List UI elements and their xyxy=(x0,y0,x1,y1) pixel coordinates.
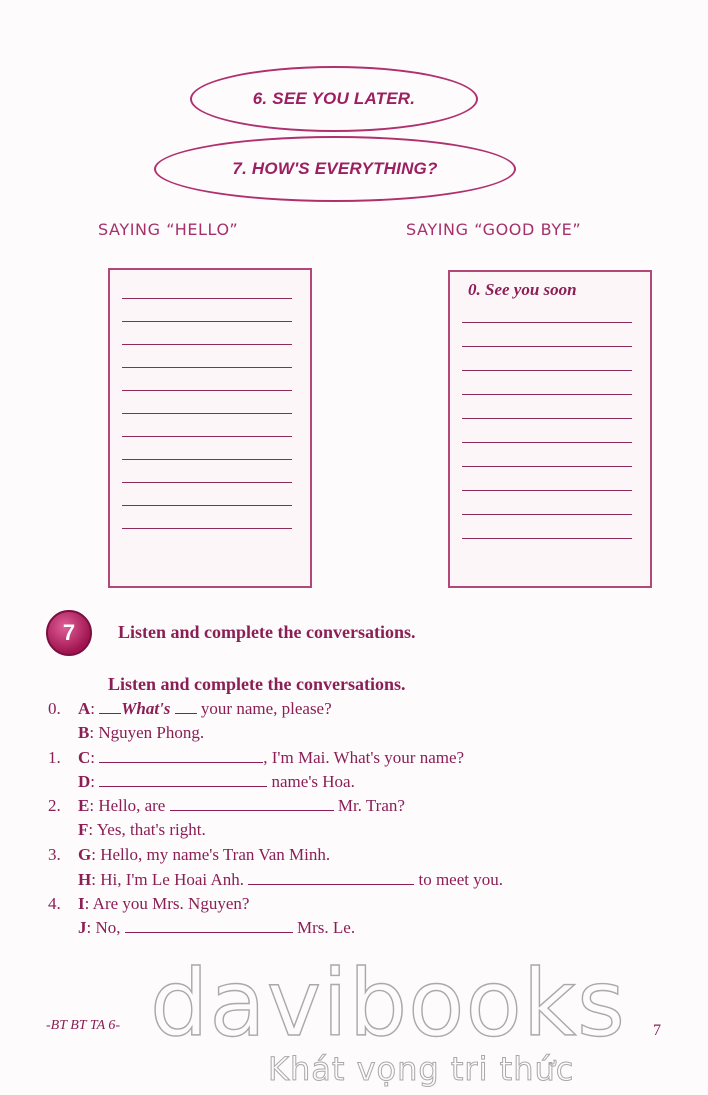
separator: : Hi, I'm Le Hoai Anh. xyxy=(91,870,249,889)
answer-line xyxy=(462,538,632,539)
answer-line xyxy=(122,459,292,460)
answer-blank[interactable] xyxy=(99,748,263,763)
answer-line xyxy=(462,346,632,347)
answer-line xyxy=(462,370,632,371)
answer-line xyxy=(122,298,292,299)
row-line xyxy=(78,772,355,792)
oval-see-you-later xyxy=(190,66,478,132)
separator: : xyxy=(91,845,101,864)
answer-line xyxy=(462,322,632,323)
conversation-row-0a xyxy=(0,699,708,723)
answer-line xyxy=(462,514,632,515)
speaker-label: H xyxy=(78,870,92,889)
exercise-subheading: Listen and complete the conversations. xyxy=(108,674,406,694)
saying-hello-heading: SAYING “HELLO” xyxy=(98,220,239,239)
separator: : xyxy=(90,772,100,791)
row-text: Mr. Tran? xyxy=(333,796,405,815)
row-line xyxy=(78,894,249,914)
separator: : xyxy=(88,820,97,839)
separator: : No, xyxy=(86,918,125,937)
answer-blank[interactable] xyxy=(99,772,267,787)
row-line xyxy=(78,845,330,865)
row-line xyxy=(78,918,355,938)
book-code: -BT BT TA 6- xyxy=(46,1018,121,1033)
speaker-label: G xyxy=(78,845,92,864)
answer-line xyxy=(122,505,292,506)
answer-line xyxy=(122,344,292,345)
answer-blank[interactable] xyxy=(248,870,414,885)
answer-blank-pre[interactable] xyxy=(99,699,121,714)
separator: : Hello, are xyxy=(89,796,170,815)
conversation-row-3b xyxy=(0,870,708,894)
row-number: 1. xyxy=(48,748,61,767)
exercise-heading: Listen and complete the conversations. xyxy=(118,622,416,642)
answer-line xyxy=(462,394,632,395)
row-number: 4. xyxy=(48,894,61,913)
oval-see-you-later-text: 6. SEE YOU LATER. xyxy=(252,89,416,108)
speaker-label: C xyxy=(78,748,91,767)
answer-line xyxy=(122,482,292,483)
row-number: 3. xyxy=(48,845,61,864)
answer-line xyxy=(462,466,632,467)
conversation-row-1b xyxy=(0,772,708,796)
saying-goodbye-heading: SAYING “GOOD BYE” xyxy=(406,220,582,239)
speaker-label: A xyxy=(78,699,91,718)
row-line xyxy=(78,723,204,743)
oval-hows-everything xyxy=(154,136,516,202)
answer-blank[interactable] xyxy=(125,918,293,933)
answer-line xyxy=(122,367,292,368)
separator: : xyxy=(90,748,100,767)
conversation-row-1a xyxy=(0,748,708,772)
hello-answer-box xyxy=(108,268,312,588)
answer-line xyxy=(122,321,292,322)
answer-line xyxy=(462,490,632,491)
separator: : xyxy=(89,723,99,742)
row-text: Nguyen Phong. xyxy=(98,723,205,742)
speaker-label: E xyxy=(78,796,90,815)
goodbye-answer-box xyxy=(448,270,652,588)
speaker-label: J xyxy=(78,918,87,937)
row-line xyxy=(78,748,464,768)
conversation-row-2a xyxy=(0,796,708,820)
answer-line xyxy=(122,436,292,437)
row-text: to meet you. xyxy=(414,870,503,889)
example-answer: What's xyxy=(121,699,171,718)
row-line xyxy=(78,699,332,719)
row-number: 2. xyxy=(48,796,61,815)
row-text: name's Hoa. xyxy=(267,772,355,791)
oval-hows-everything-text: 7. HOW'S EVERYTHING? xyxy=(232,159,438,178)
watermark-logo: davibooks xyxy=(150,950,626,1057)
conversation-row-3a xyxy=(0,845,708,869)
speaker-label: I xyxy=(78,894,85,913)
answer-blank[interactable] xyxy=(170,796,334,811)
answer-blank-post[interactable] xyxy=(175,699,197,714)
row-text: Are you Mrs. Nguyen? xyxy=(92,894,250,913)
separator: : xyxy=(84,894,93,913)
row-text: Hello, my name's Tran Van Minh. xyxy=(100,845,331,864)
conversation-row-0b xyxy=(0,723,708,747)
row-line xyxy=(78,820,206,840)
watermark-slogan: Khát vọng tri thức xyxy=(268,1050,575,1088)
speaker-label: D xyxy=(78,772,91,791)
conversation-row-4a xyxy=(0,894,708,918)
answer-line xyxy=(462,418,632,419)
exercise-number-badge xyxy=(46,610,92,656)
separator: : xyxy=(90,699,100,718)
answer-line xyxy=(122,390,292,391)
answer-line xyxy=(462,442,632,443)
answer-line xyxy=(122,528,292,529)
row-text: Mrs. Le. xyxy=(292,918,356,937)
speaker-label: F xyxy=(78,820,89,839)
row-text: Yes, that's right. xyxy=(96,820,206,839)
page-number: 7 xyxy=(653,1022,661,1039)
row-number: 0. xyxy=(48,699,61,718)
conversation-row-4b xyxy=(0,918,708,942)
speaker-label: B xyxy=(78,723,90,742)
row-line xyxy=(78,870,503,890)
answer-line xyxy=(122,413,292,414)
exercise-number: 7 xyxy=(62,620,76,645)
conversation-row-2b xyxy=(0,820,708,844)
row-text: , I'm Mai. What's your name? xyxy=(263,748,465,767)
goodbye-example: 0. See you soon xyxy=(468,280,577,299)
row-line xyxy=(78,796,405,816)
row-text: your name, please? xyxy=(196,699,332,718)
